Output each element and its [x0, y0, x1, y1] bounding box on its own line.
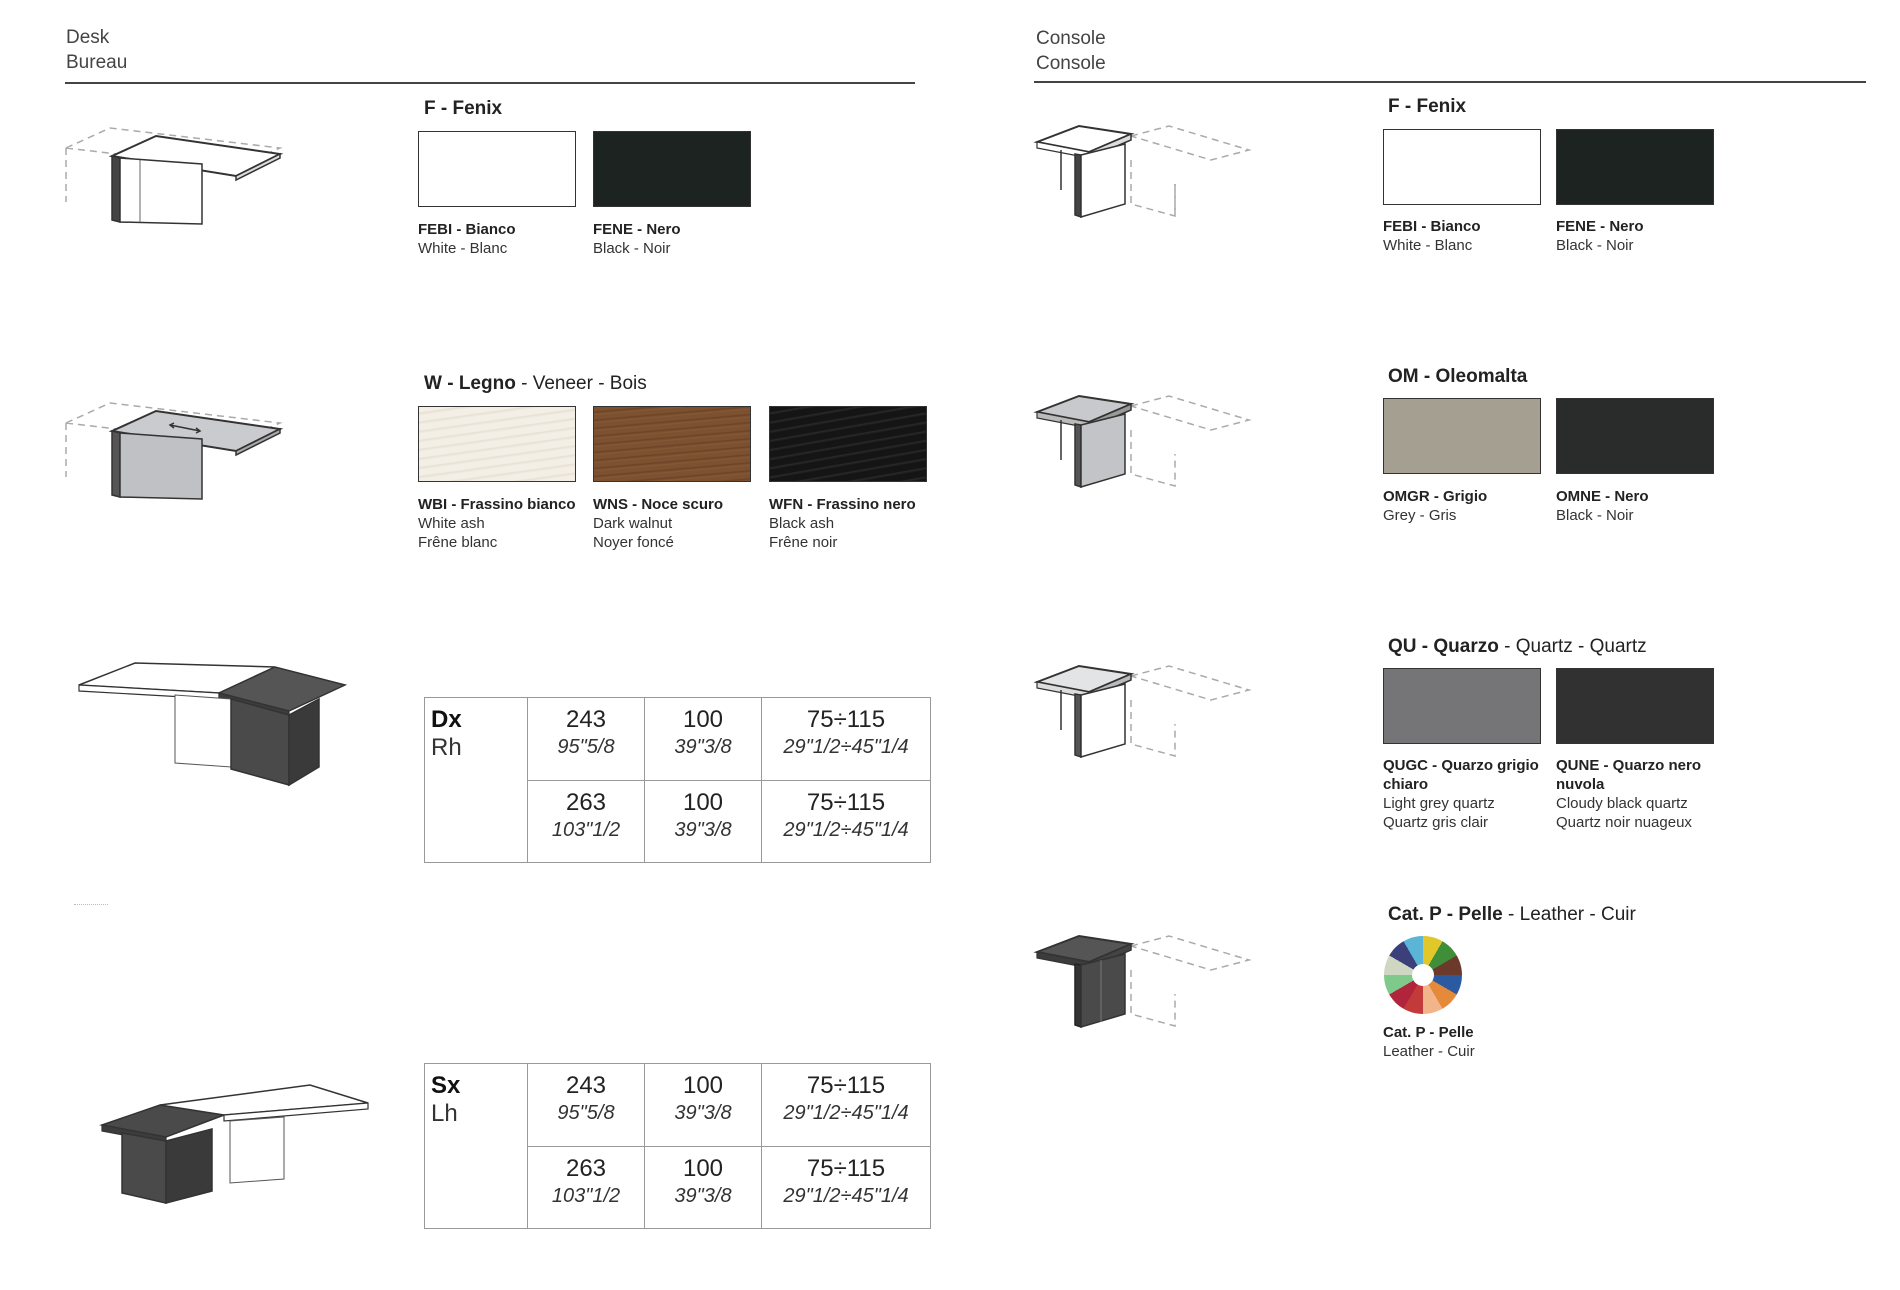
leather-color-wheel-icon[interactable]	[1384, 936, 1462, 1014]
desk-legno-caption-wbi	[418, 495, 583, 552]
dim-cm: 100	[682, 1154, 724, 1182]
dim-cell	[528, 780, 645, 863]
dim-cell	[762, 1064, 931, 1147]
desk-fenix-caption-fene	[593, 220, 753, 258]
dim-cm: 263	[565, 788, 607, 816]
dim-in: 103"1/2	[551, 818, 621, 841]
dim-cell	[645, 1064, 762, 1147]
console-quarzo-swatch-qune[interactable]	[1556, 668, 1714, 744]
swatch-code: FENE - Nero	[1556, 218, 1644, 235]
console-fenix-caption-fene	[1556, 217, 1716, 255]
swatch-code: Cat. P - Pelle	[1383, 1024, 1474, 1041]
console-fenix-title	[1388, 96, 1466, 118]
desk-legno-swatch-wns[interactable]	[593, 406, 751, 482]
console-oleomalta-swatch-omne[interactable]	[1556, 398, 1714, 474]
swatch-code: OMNE - Nero	[1556, 488, 1649, 505]
console-title	[1036, 26, 1106, 76]
desk-legno-caption-wfn	[769, 495, 924, 552]
dim-in: 39"3/8	[674, 1102, 732, 1124]
dim-in: 39"3/8	[674, 818, 732, 841]
swatch-code: QUNE - Quarzo nero nuvola	[1556, 757, 1702, 793]
swatch-name: Black - Noir	[1556, 237, 1634, 254]
desk-legno-title	[424, 373, 647, 395]
console-fenix-swatch-fene[interactable]	[1556, 129, 1714, 205]
dims-dx-table	[424, 697, 931, 863]
swatch-name: Light grey quartz	[1383, 795, 1495, 812]
console-oleomalta-code: OM - Oleomalta	[1388, 366, 1528, 387]
swatch-code: FENE - Nero	[593, 221, 681, 238]
console-pelle-rest: - Leather - Cuir	[1502, 904, 1636, 925]
dim-cm: 100	[682, 788, 724, 816]
console-pelle-code: Cat. P - Pelle	[1388, 904, 1503, 925]
dim-cm: 75÷115	[806, 1072, 886, 1099]
swatch-name: Leather - Cuir	[1383, 1043, 1475, 1060]
swatch-name: Grey - Gris	[1383, 507, 1457, 524]
table-row	[425, 698, 931, 781]
swatch-name: Cloudy black quartz	[1556, 795, 1688, 812]
swatch-name: White - Blanc	[1383, 237, 1473, 254]
dims-sx-label	[425, 1064, 528, 1229]
desk-fenix-code: F - Fenix	[424, 98, 503, 119]
desk-legno-swatch-wfn[interactable]	[769, 406, 927, 482]
dim-cell	[762, 1146, 931, 1229]
swatch-code: WBI - Frassino bianco	[418, 496, 576, 513]
dims-sx-table	[424, 1063, 931, 1229]
console-pelle-title	[1388, 904, 1636, 926]
swatch-code: QUGC - Quarzo grigio chiaro	[1383, 757, 1539, 793]
console-quarzo-caption-qune	[1556, 756, 1721, 832]
swatch-name: Black - Noir	[593, 240, 671, 257]
dim-cm: 243	[565, 1072, 607, 1099]
dim-in: 103"1/2	[551, 1184, 621, 1207]
console-quarzo-title	[1388, 636, 1647, 658]
console-quarzo-caption-qugc	[1383, 756, 1548, 832]
console-oleomalta-caption-omne	[1556, 487, 1716, 525]
swatch-name-fr: Noyer foncé	[593, 534, 674, 551]
dim-cm: 75÷115	[806, 706, 886, 733]
desk-legno-caption-wns	[593, 495, 758, 552]
console-oleomalta-caption-omgr	[1383, 487, 1543, 525]
dim-cm: 100	[682, 706, 724, 733]
swatch-name-fr: Quartz noir nuageux	[1556, 814, 1692, 831]
dim-cm: 263	[565, 1154, 607, 1182]
swatch-code: FEBI - Bianco	[418, 221, 516, 238]
desk-title-en: Desk	[66, 27, 110, 48]
swatch-name: Black - Noir	[1556, 507, 1634, 524]
desk-sx-illustration	[100, 1075, 380, 1215]
swatch-code: OMGR - Grigio	[1383, 488, 1488, 505]
desk-fenix-caption-febi	[418, 220, 578, 258]
desk-legno-illustration	[60, 395, 290, 505]
dim-in: 29"1/2÷45"1/4	[783, 1102, 909, 1124]
console-pelle-illustration	[1035, 930, 1255, 1040]
desk-legno-swatch-wbi[interactable]	[418, 406, 576, 482]
dim-in: 39"3/8	[674, 736, 732, 758]
console-fenix-code: F - Fenix	[1388, 96, 1467, 117]
dim-in: 29"1/2÷45"1/4	[783, 1184, 909, 1207]
console-quarzo-swatch-qugc[interactable]	[1383, 668, 1541, 744]
dim-in: 95"5/8	[557, 1102, 615, 1124]
desk-legno-code: W - Legno	[424, 373, 516, 394]
console-title-en: Console	[1036, 28, 1106, 49]
dim-in: 29"1/2÷45"1/4	[783, 818, 909, 841]
dim-cell	[762, 780, 931, 863]
desk-fenix-title	[424, 98, 502, 120]
console-oleomalta-illustration	[1035, 390, 1255, 500]
desk-fenix-swatch-fene[interactable]	[593, 131, 751, 207]
swatch-name-fr: Frêne blanc	[418, 534, 498, 551]
dim-cell	[762, 698, 931, 781]
console-pelle-caption	[1383, 1023, 1548, 1061]
swatch-name: Black ash	[769, 515, 835, 532]
console-fenix-illustration	[1035, 120, 1255, 230]
swatch-code: WNS - Noce scuro	[593, 496, 724, 513]
swatch-name: White ash	[418, 515, 485, 532]
dim-cell	[528, 1064, 645, 1147]
dim-cell	[528, 1146, 645, 1229]
side-code-en: Lh	[431, 1100, 458, 1127]
dims-dx-label	[425, 698, 528, 863]
side-code: Dx	[431, 706, 462, 733]
desk-title	[66, 25, 127, 75]
table-row	[425, 1064, 931, 1147]
desk-fenix-swatch-febi[interactable]	[418, 131, 576, 207]
dim-cell	[645, 1146, 762, 1229]
console-fenix-swatch-febi[interactable]	[1383, 129, 1541, 205]
swatch-name: Dark walnut	[593, 515, 673, 532]
console-divider	[1034, 81, 1866, 83]
console-quarzo-rest: - Quartz - Quartz	[1498, 636, 1647, 657]
dim-cm: 75÷115	[806, 788, 886, 816]
dim-cm: 100	[682, 1072, 724, 1099]
console-oleomalta-title	[1388, 366, 1527, 388]
desk-fenix-illustration	[60, 120, 290, 230]
console-fenix-caption-febi	[1383, 217, 1543, 255]
swatch-name: White - Blanc	[418, 240, 508, 257]
dim-in: 95"5/8	[557, 736, 615, 758]
swatch-name-fr: Frêne noir	[769, 534, 838, 551]
desk-dx-illustration	[75, 655, 355, 795]
desk-divider	[65, 82, 915, 84]
console-quarzo-code: QU - Quarzo	[1388, 636, 1499, 657]
console-title-fr: Console	[1036, 53, 1106, 74]
side-code-en: Rh	[431, 734, 462, 761]
console-quarzo-illustration	[1035, 660, 1255, 770]
dim-cm: 243	[565, 706, 607, 733]
swatch-code: WFN - Frassino nero	[769, 496, 916, 513]
desk-legno-rest: - Veneer - Bois	[515, 373, 647, 394]
dim-in: 29"1/2÷45"1/4	[783, 736, 909, 758]
swatch-code: FEBI - Bianco	[1383, 218, 1481, 235]
dim-cell	[645, 780, 762, 863]
side-code: Sx	[431, 1072, 461, 1099]
faint-mark	[74, 904, 108, 905]
dim-cm: 75÷115	[806, 1154, 886, 1182]
dim-cell	[645, 698, 762, 781]
console-oleomalta-swatch-omgr[interactable]	[1383, 398, 1541, 474]
desk-title-fr: Bureau	[66, 52, 128, 73]
swatch-name-fr: Quartz gris clair	[1383, 814, 1489, 831]
dim-cell	[528, 698, 645, 781]
dim-in: 39"3/8	[674, 1184, 732, 1207]
